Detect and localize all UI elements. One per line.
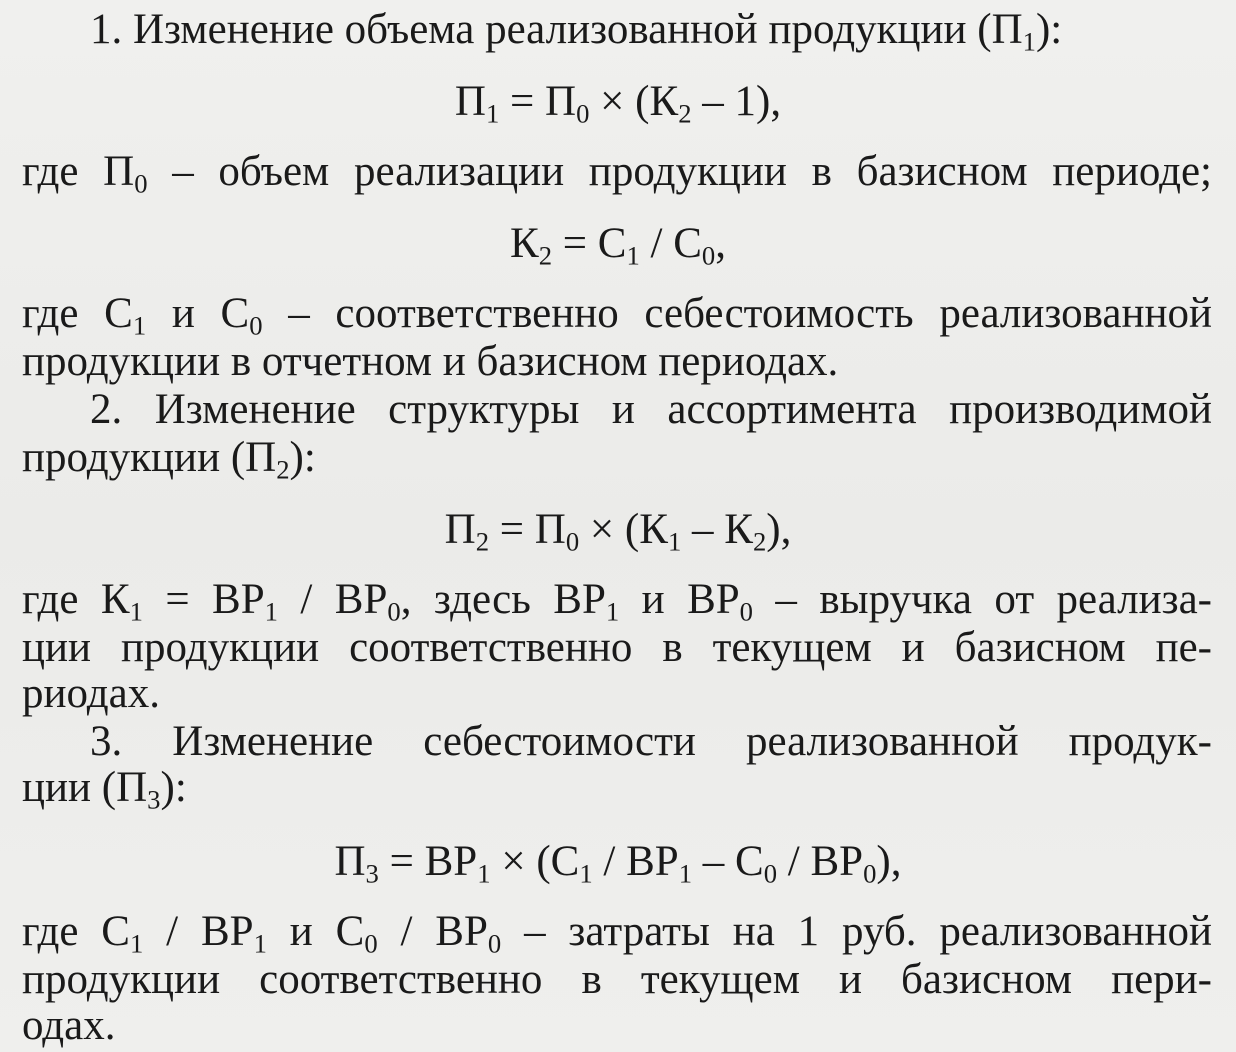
item3-where-line3: одах.	[22, 1002, 116, 1049]
item1-heading: 1. Изменение объема реализованной продукции $(П_1)$:	[90, 6, 1063, 57]
item1-formula2: $К_2 = С_1 / С_0$,	[510, 220, 726, 271]
item3-heading-line2: ции $(П_3)$:	[22, 764, 187, 815]
item1-where2-line2: продукции в отчетном и базисном периодах.	[22, 338, 839, 385]
item2-where-line2: ции продукции соответственно в текущем и базисном пе-	[22, 624, 1212, 671]
item3-where-line1: где $С_1 / ВР_1$ и $С_0 / ВР_0$ – затраты на 1 руб. реализованной	[22, 908, 1212, 959]
item2-formula: $П_2 = П_0 \times (К_1 - К_2)$,	[444, 506, 792, 557]
item3-formula: $П_3 = ВР_1 \times (С_1 / ВР_1 - С_0 / ВР_0)$,	[334, 838, 902, 889]
item2-where-line3: риодах.	[22, 670, 160, 717]
item2-heading-line1: 2. Изменение структуры и ассортимента производимой	[90, 386, 1212, 433]
item2-heading-line2: продукции $(П_2)$:	[22, 434, 316, 485]
item1-where1: где $П_0$ – объем реализации продукции в базисном периоде;	[22, 148, 1212, 199]
item1-where2-line1: где $С_1$ и $С_0$ – соответственно себестоимость реализованной	[22, 290, 1212, 341]
item1-formula: $П_1 = П_0 \times (К_2 - 1)$,	[454, 78, 782, 129]
item3-where-line2: продукции соответственно в текущем и базисном пери-	[22, 956, 1212, 1003]
item2-where-line1: где $К_1 = ВР_1 / ВР_0$, здесь $ВР_1$ и $ВР_0$ – выручка от реализа-	[22, 576, 1212, 627]
item3-heading-line1: 3. Изменение себестоимости реализованной продук-	[90, 718, 1212, 765]
